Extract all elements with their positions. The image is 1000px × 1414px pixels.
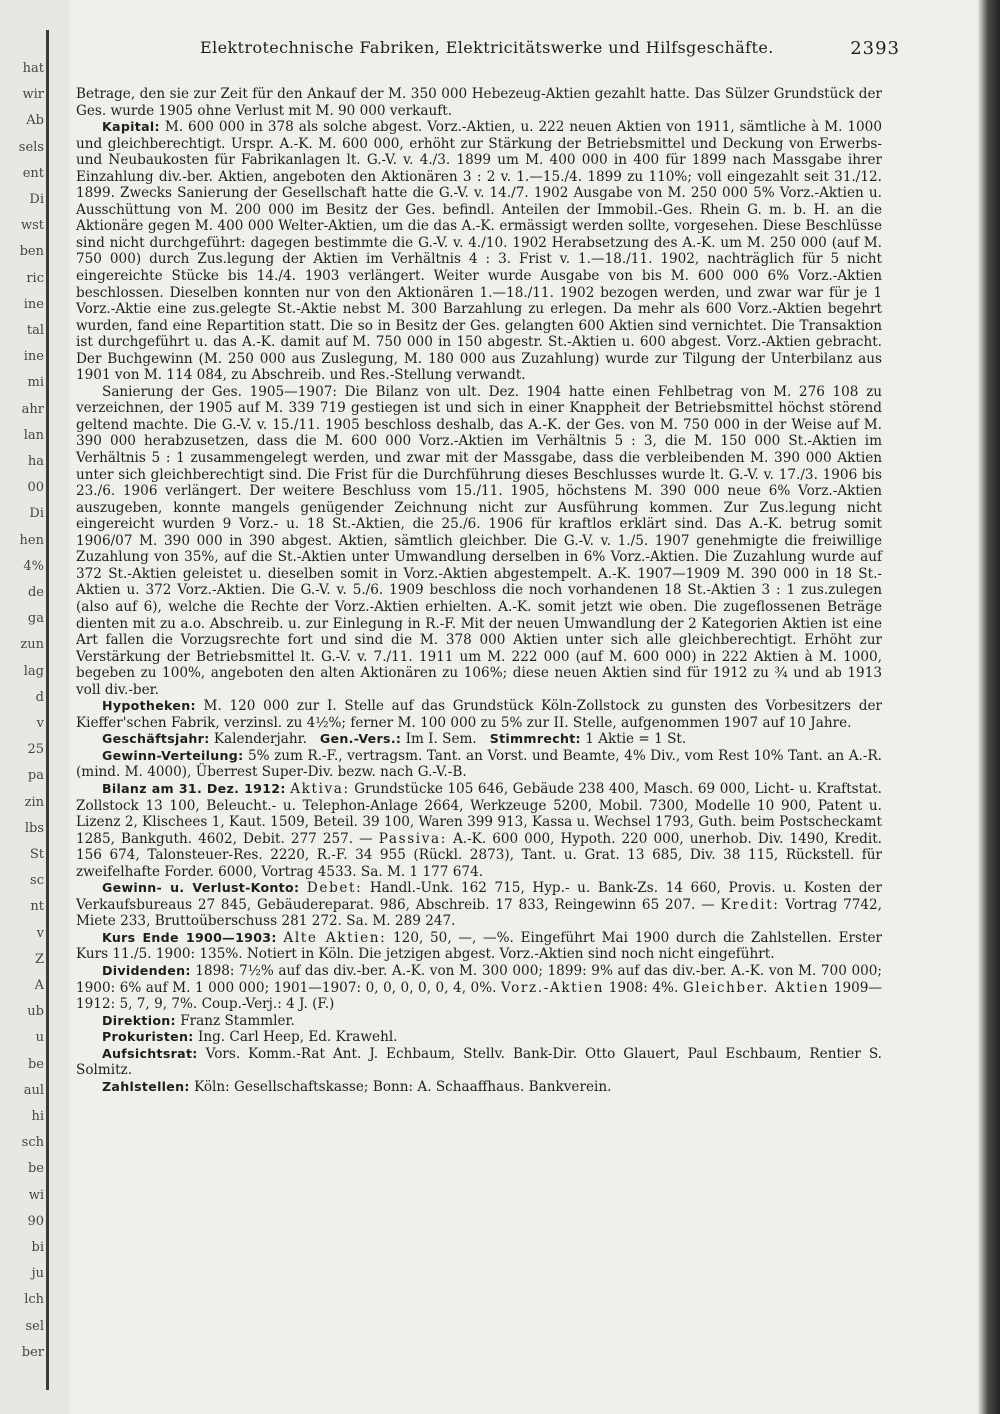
edge-fragment: A [34,978,44,993]
text: Grundstücke 105 646, Gebäude 238 400, Masch. 69 000, Licht- u. Kraftstat. Zollstock 13 100, Beleucht.- u. Telephon-Anlage 2664, Werkzeuge 5200, Mobil. 7300, Modelle 10 900, Patent u. Lizenz 2, Klischees 1, Kaut. 1509, Beteil. 39 100, Waren 399 913, Kassa u. Wechsel 1793, Guth. beim Postscheckamt 1285, Bankguth. 4602, Debit. 277 257. — [76,780,882,847]
edge-fragment: bi [31,1240,44,1255]
edge-fragment: lag [23,663,44,679]
keyword-kapital: Kapital: [102,119,160,135]
paragraph-bilanz [76,781,882,880]
edge-fragment: hen [19,532,44,548]
edge-fragment: hi [31,1109,44,1124]
header-title: Elektrotechnische Fabriken, Elektricitätswerke und Hilfsgeschäfte. [200,38,774,57]
edge-fragment: ber [21,1344,44,1360]
edge-fragment: ben [19,244,44,260]
running-header [200,38,900,64]
paragraph-dividenden [76,963,882,1013]
keyword-zahlstellen: Zahlstellen: [102,1078,190,1094]
edge-fragment: 25 [27,742,44,758]
text: M. 120 000 zur I. Stelle auf das Grundstück Köln-Zollstock zu gunsten des Vorbesitzers der Kieffer'schen Fabrik, verzinsl. zu 4½%; ferner M. 100 000 zu 5% zur II. Stelle, aufgenommen 1907 auf 10 Jahre. [76,698,882,731]
text: Ing. Carl Heep, Ed. Krawehl. [193,1029,398,1046]
keyword-genvers: Gen.-Vers.: [319,731,402,747]
edge-fragment: ent [22,165,44,181]
keyword-aktiva: Aktiva: [290,780,350,797]
edge-fragment: St [29,847,44,862]
edge-fragment: ga [27,611,44,627]
edge-fragment: pa [27,768,44,784]
edge-fragment: mi [27,375,44,391]
edge-fragment: ric [26,270,44,286]
keyword-debet: Debet: [306,880,363,897]
edge-fragment: aul [23,1082,44,1098]
edge-fragment: v [36,716,44,731]
keyword-kredit: Kredit: [720,896,780,913]
edge-fragment: tal [26,323,44,338]
edge-fragment: sc [30,873,44,889]
text: Handl.-Unk. 162 715, Hyp.- u. Bank-Zs. 14 660, Provis. u. Kosten der Verkaufsbureaus 27 845, Gebäudereparat. 986, Abschreib. 17 833, Reingewinn 65 207. — [76,880,882,913]
edge-fragment: ju [31,1266,44,1282]
keyword-aufsichtsrat: Aufsichtsrat: [102,1045,198,1061]
edge-fragment: ahr [21,401,44,417]
edge-fragment: nt [30,899,44,915]
edge-fragment: ub [27,1004,44,1020]
edge-fragment: lan [23,427,44,443]
text: A.-K. 600 000, Hypoth. 220 000, unerhob. Div. 1490, Kredit. 156 674, Talonsteuer-Res. 2220, R.-F. 34 955 (Rückl. 2873), Tant. u. Grat. 13 685, Div. 38 115, Rückstell. für zweifelhafte Forder. 6000, Vortrag 4533. Sa. M. 1 177 674. [76,830,882,880]
paragraph-zahlstellen [76,1079,882,1096]
edge-fragment: hat [22,61,44,76]
keyword-geschaeftsjahr: Geschäftsjahr: [102,731,210,747]
edge-fragment: sel [25,1318,44,1334]
text: Im I. Sem. [401,731,477,748]
edge-fragment: ha [27,454,44,469]
text: Franz Stammler. [175,1012,295,1029]
paragraph-direktion [76,1013,882,1030]
paragraph-intro [76,86,882,119]
edge-fragment: de [27,585,44,600]
page-gutter-rule [46,30,49,1390]
text: M. 600 000 in 378 als solche abgest. Vorz.-Aktien, u. 222 neuen Aktien von 1911, sämtliche à M. 1000 und gleichberechtigt. Urspr. A.-K. M. 600 000, erhöht zur Stärkung der Betriebsmittel und Deckung von Erwerbs- und Neubaukosten für Fabrikanlagen lt. G.-V. v. 4./3. 1899 um M. 400 000 in 400 für 1899 nach Massgabe ihrer Einzahlung div.-ber. Aktien, angeboten den Aktionären 3 : 2 v. 1.—15./4. 1899 zu 110%; voll eingezahlt seit 31./12. 1899. Zwecks Sanierung der Gesellschaft hatte die G.-V. v. 14./7. 1902 Ausgabe von M. 250 000 5% Vorz.-Aktien u. Ausschüttung von M. 200 000 im Besitz der Ges. befindl. Anteilen der Immobil.-Ges. Rhein G. m. b. H. an die Aktionäre gegen M. 400 000 Welter-Aktien, um die das A.-K. ermässigt werden sollte, vorgesehen. Diese Beschlüsse sind nicht durchgeführt: dagegen bestimmte die G.-V. v. 4./10. 1902 Herabsetzung des A.-K. um M. 250 000 (auf M. 750 000) durch Zus.legung der Aktien im Verhältnis 4 : 3. Frist v. 1.—18./11. 1902, nachträglich für 5 nicht eingereichte Stücke bis 14./4. 1903 verlängert. Weiter wurde Ausgabe von bis M. 600 000 6% Vorz.-Aktien beschlossen. Dieselben konnten nur von den Aktionären 1.—18./11. 1902 bezogen werden, und zwar war für je 1 Vorz.-Aktie eine zus.gelegte St.-Aktie nebst M. 300 Barzahlung zu erlegen. Da mehr als 600 Vorz.-Aktien begehrt wurden, fand eine Repartition statt. Die so in Besitz der Ges. gelangten 600 Aktien sind vernichtet. Die Transaktion ist durchgeführt u. das A.-K. damit auf M. 750 000 in 150 abgestr. St.-Aktien u. 600 abgest. Vorz.-Aktien gebracht. Der Buchgewinn (M. 250 000 aus Zuslegung, M. 180 000 aus Zuzahlung) wurde zur Tilgung der Unterbilanz aus 1901 von M. 114 084, zu Abschreib. und Res.-Stellung verwandt. [76,119,882,384]
text: 1908: 4%. [604,979,679,996]
text: 1 Aktie = 1 St. [580,731,687,748]
edge-fragment: sch [21,1135,44,1151]
paragraph-prokuristen [76,1029,882,1046]
keyword-kurs: Kurs Ende 1900—1903: [102,929,277,945]
page-number: 2393 [850,38,900,59]
text: 1898: 7½% auf das div.-ber. A.-K. von M. 300 000; 1899: 9% auf das div.-ber. A.-K. von M. 700 000; 1900: 6% auf M. 1 000 000; 1901—1907: 0, 0, 0, 0, 0, 4, 0%. [76,962,882,996]
edge-fragment: wir [22,87,44,103]
keyword-hypotheken: Hypotheken: [102,698,196,714]
edge-fragment: sels [18,139,44,155]
keyword-passiva: Passiva: [378,830,447,847]
paragraph-geschaeftsjahr [76,731,882,748]
edge-fragment: zun [20,637,44,653]
edge-fragment: Di [29,506,44,522]
text: Vors. Komm.-Rat Ant. J. Echbaum, Stellv. Bank-Dir. Otto Glauert, Paul Eschbaum, Rentier S. Solmitz. [76,1045,882,1079]
edge-fragment: 00 [27,480,44,496]
edge-fragment: zin [24,794,44,810]
edge-fragment: ine [23,296,44,312]
edge-fragment: lbs [24,820,44,836]
paragraph-hypotheken [76,698,882,731]
edge-fragment: wst [20,218,44,234]
edge-fragment: 4% [23,558,44,574]
keyword-alte-aktien: Alte Aktien: [283,929,387,946]
paragraph-guv [76,880,882,930]
keyword-gewinn: Gewinn-Verteilung: [102,747,244,763]
scan-shadow-right [978,0,1000,1414]
adjacent-page-edge [0,0,70,1414]
keyword-bilanz: Bilanz am 31. Dez. 1912: [102,780,286,796]
edge-fragment: Z [34,951,44,967]
paragraph-kapital [76,119,882,384]
edge-fragment: u [35,1030,44,1046]
keyword-vorz-aktien: Vorz.-Aktien [500,979,605,996]
edge-fragment: Ab [26,113,44,129]
text: Betrage, den sie zur Zeit für den Ankauf der M. 350 000 Hebezeug-Aktien gezahlt hatte. Das Sülzer Grundstück der Ges. wurde 1905 ohne Verlust mit M. 90 000 verkauft. [76,86,882,119]
text: Köln: Gesellschaftskasse; Bonn: A. Schaaffhaus. Bankverein. [189,1078,612,1095]
paragraph-gewinn [76,748,882,781]
keyword-gleichber-aktien: Gleichber. Aktien [682,979,830,996]
edge-fragment: be [27,1161,44,1177]
edge-fragment: v [36,925,44,941]
keyword-stimmrecht: Stimmrecht: [489,731,581,747]
keyword-direktion: Direktion: [102,1012,176,1028]
text: 1909—1912: 5, 7, 9, 7%. Coup.-Verj.: 4 J. (F.) [76,979,882,1013]
text: 5% zum R.-F., vertragsm. Tant. an Vorst. und Beamte, 4% Div., vom Rest 10% Tant. an A.-R. (mind. M. 4000), Überrest Super-Div. bezw. nach G.-V.-B. [76,747,882,781]
text: Sanierung der Ges. 1905—1907: Die Bilanz von ult. Dez. 1904 hatte einen Fehlbetrag von M. 276 108 zu verzeichnen, der 1905 auf M. 339 719 gestiegen ist und sich in einer Knappheit der Betriebsmittel höchst störend geltend machte. Die G.-V. v. 15./11. 1905 beschloss deshalb, das A.-K. der Ges. von M. 750 000 in der Weise auf M. 390 000 herabzusetzen, dass die M. 600 000 Vorz.-Aktien im Verhältnis 5 : 3, die M. 150 000 St.-Aktien im Verhältnis 5 : 1 zusammengelegt werden, und zwar mit der Massgabe, dass die verbleibenden M. 390 000 Aktien unter sich gleichberechtigt sind. Die Frist für die Durchführung dieses Beschlusses wurde lt. G.-V. v. 17./3. 1906 bis 23./6. 1906 verlängert. Der weitere Beschluss vom 15./11. 1905, höchstens M. 390 000 neue 6% Vorz.-Aktien auszugeben, konnte mangels genügender Zeichnung nicht zur Ausführung kommen. Zur Zus.legung nicht eingereicht wurden 9 Vorz.- u. 18 St.-Aktien, die 25./6. 1906 für kraftlos erklärt sind. Das A.-K. betrug somit 1906/07 M. 390 000 in 390 abgest. Aktien, sämtlich gleichber. Die G.-V. v. 1./5. 1907 genehmigte die freiwillige Zuzahlung von 35%, auf die St.-Aktien unter Umwandlung derselben in 6% Vorz.-Aktien. Die Zuzahlung wurde auf 372 St.-Aktien geleistet u. dieselben somit in Vorz.-Aktien abgestempelt. A.-K. 1907—1909 M. 390 000 in 18 St.-Aktien u. 372 Vorz.-Aktien. Die G.-V. v. 5./6. 1909 beschloss die noch vorhandenen 18 St.-Aktien 3 : 1 zus.zulegen (also auf 6), welche die Rechte der Vorz.-Aktien erhielten. A.-K. somit jetzt wie oben. Die zugeflossenen Beträge dienten mit zu a.o. Abschreib. u. zur Einlegung in R.-F. Mit der neuen Umwandlung der 2 Kategorien Aktien ist eine Art fallen die Vorzugsrechte fort und sind die M. 378 000 Aktien unter sich alle gleichberechtigt. Erhöht zur Verstärkung der Betriebsmittel lt. G.-V. v. 7./11. 1911 um M. 222 000 (auf M. 600 000) in 222 Aktien à M. 1000, begeben zu 100%, angeboten den alten Aktionären zu 106%; diese neuen Aktien sind für 1912 zu ¾ und ab 1913 voll div.-ber. [76,383,882,698]
keyword-guv: Gewinn- u. Verlust-Konto: [102,880,300,896]
edge-fragment: Di [29,192,44,207]
keyword-prokuristen: Prokuristen: [102,1029,194,1045]
edge-fragment: lch [24,1292,44,1308]
text: Vortrag 7742, Miete 233, Bruttoüberschuss 281 272. Sa. M. 289 247. [76,896,883,930]
paragraph-kurs [76,930,882,963]
paragraph-sanierung [76,384,882,698]
edge-fragment: be [27,1056,44,1072]
keyword-dividenden: Dividenden: [102,962,191,978]
paragraph-aufsichtsrat [76,1046,882,1079]
page-body [76,86,882,1095]
edge-fragment: ine [23,349,44,365]
edge-fragment: 90 [27,1213,44,1229]
edge-fragment: wi [28,1187,44,1203]
text: 120, 50, —, —%. Eingeführt Mai 1900 durch die Zahlstellen. Erster Kurs 11./5. 1900: 135%. Notiert in Köln. Die jetzigen abgest. Vorz.-Aktien sind noch nicht eingeführt. [76,929,883,963]
text: Kalenderjahr. [209,731,307,748]
edge-fragment: d [35,689,44,705]
